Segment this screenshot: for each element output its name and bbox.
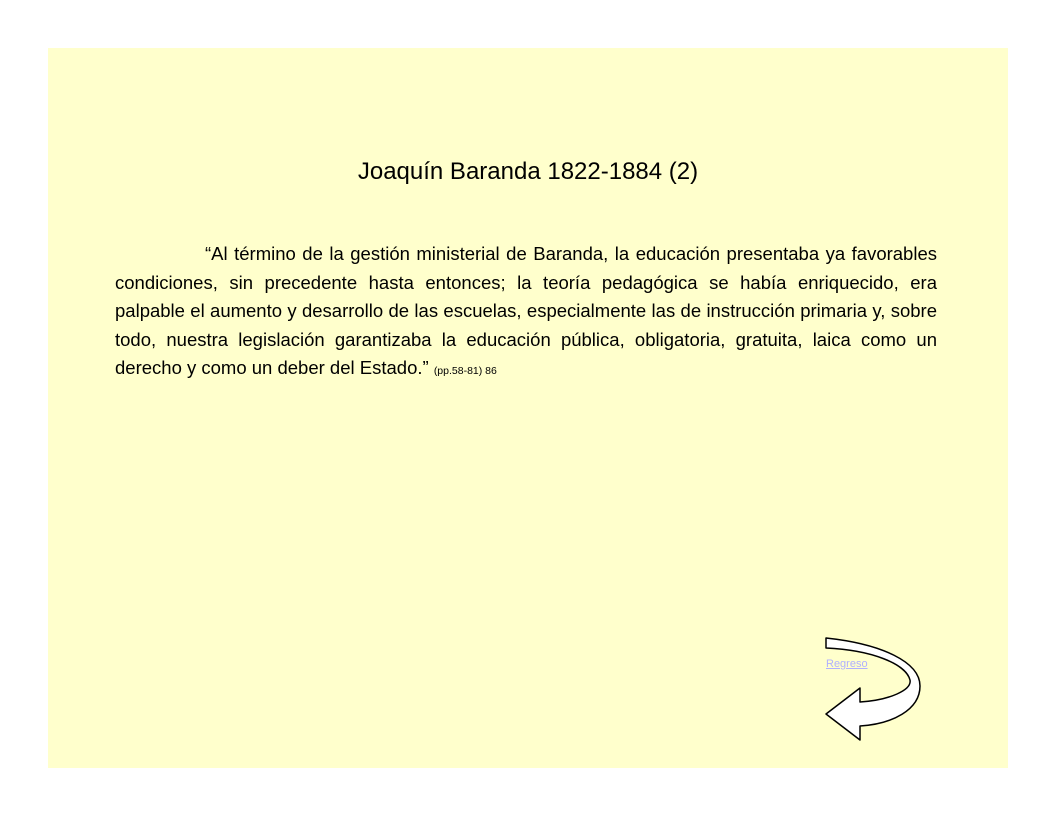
slide-title: Joaquín Baranda 1822-1884 (2) bbox=[357, 158, 699, 185]
slide bbox=[48, 48, 1008, 768]
quote-text: “Al término de la gestión ministerial de Baranda, la educación presentaba ya favorables condiciones, sin precedente hasta entonces; la teoría pedagógica se había enriquecido, era palpable el aumento y desarrollo de las escuelas, especialmente las de instrucción primaria y, sobre todo, nuestra legislación garantizaba la educación pública, obligatoria, gratuita, laica como un derecho y como un deber del Estado.” bbox=[115, 243, 937, 378]
curved-return-arrow-icon[interactable] bbox=[822, 634, 924, 746]
return-link[interactable]: Regreso bbox=[826, 658, 868, 670]
citation: (pp.58-81) 86 bbox=[433, 365, 497, 377]
quote-paragraph bbox=[115, 240, 937, 383]
